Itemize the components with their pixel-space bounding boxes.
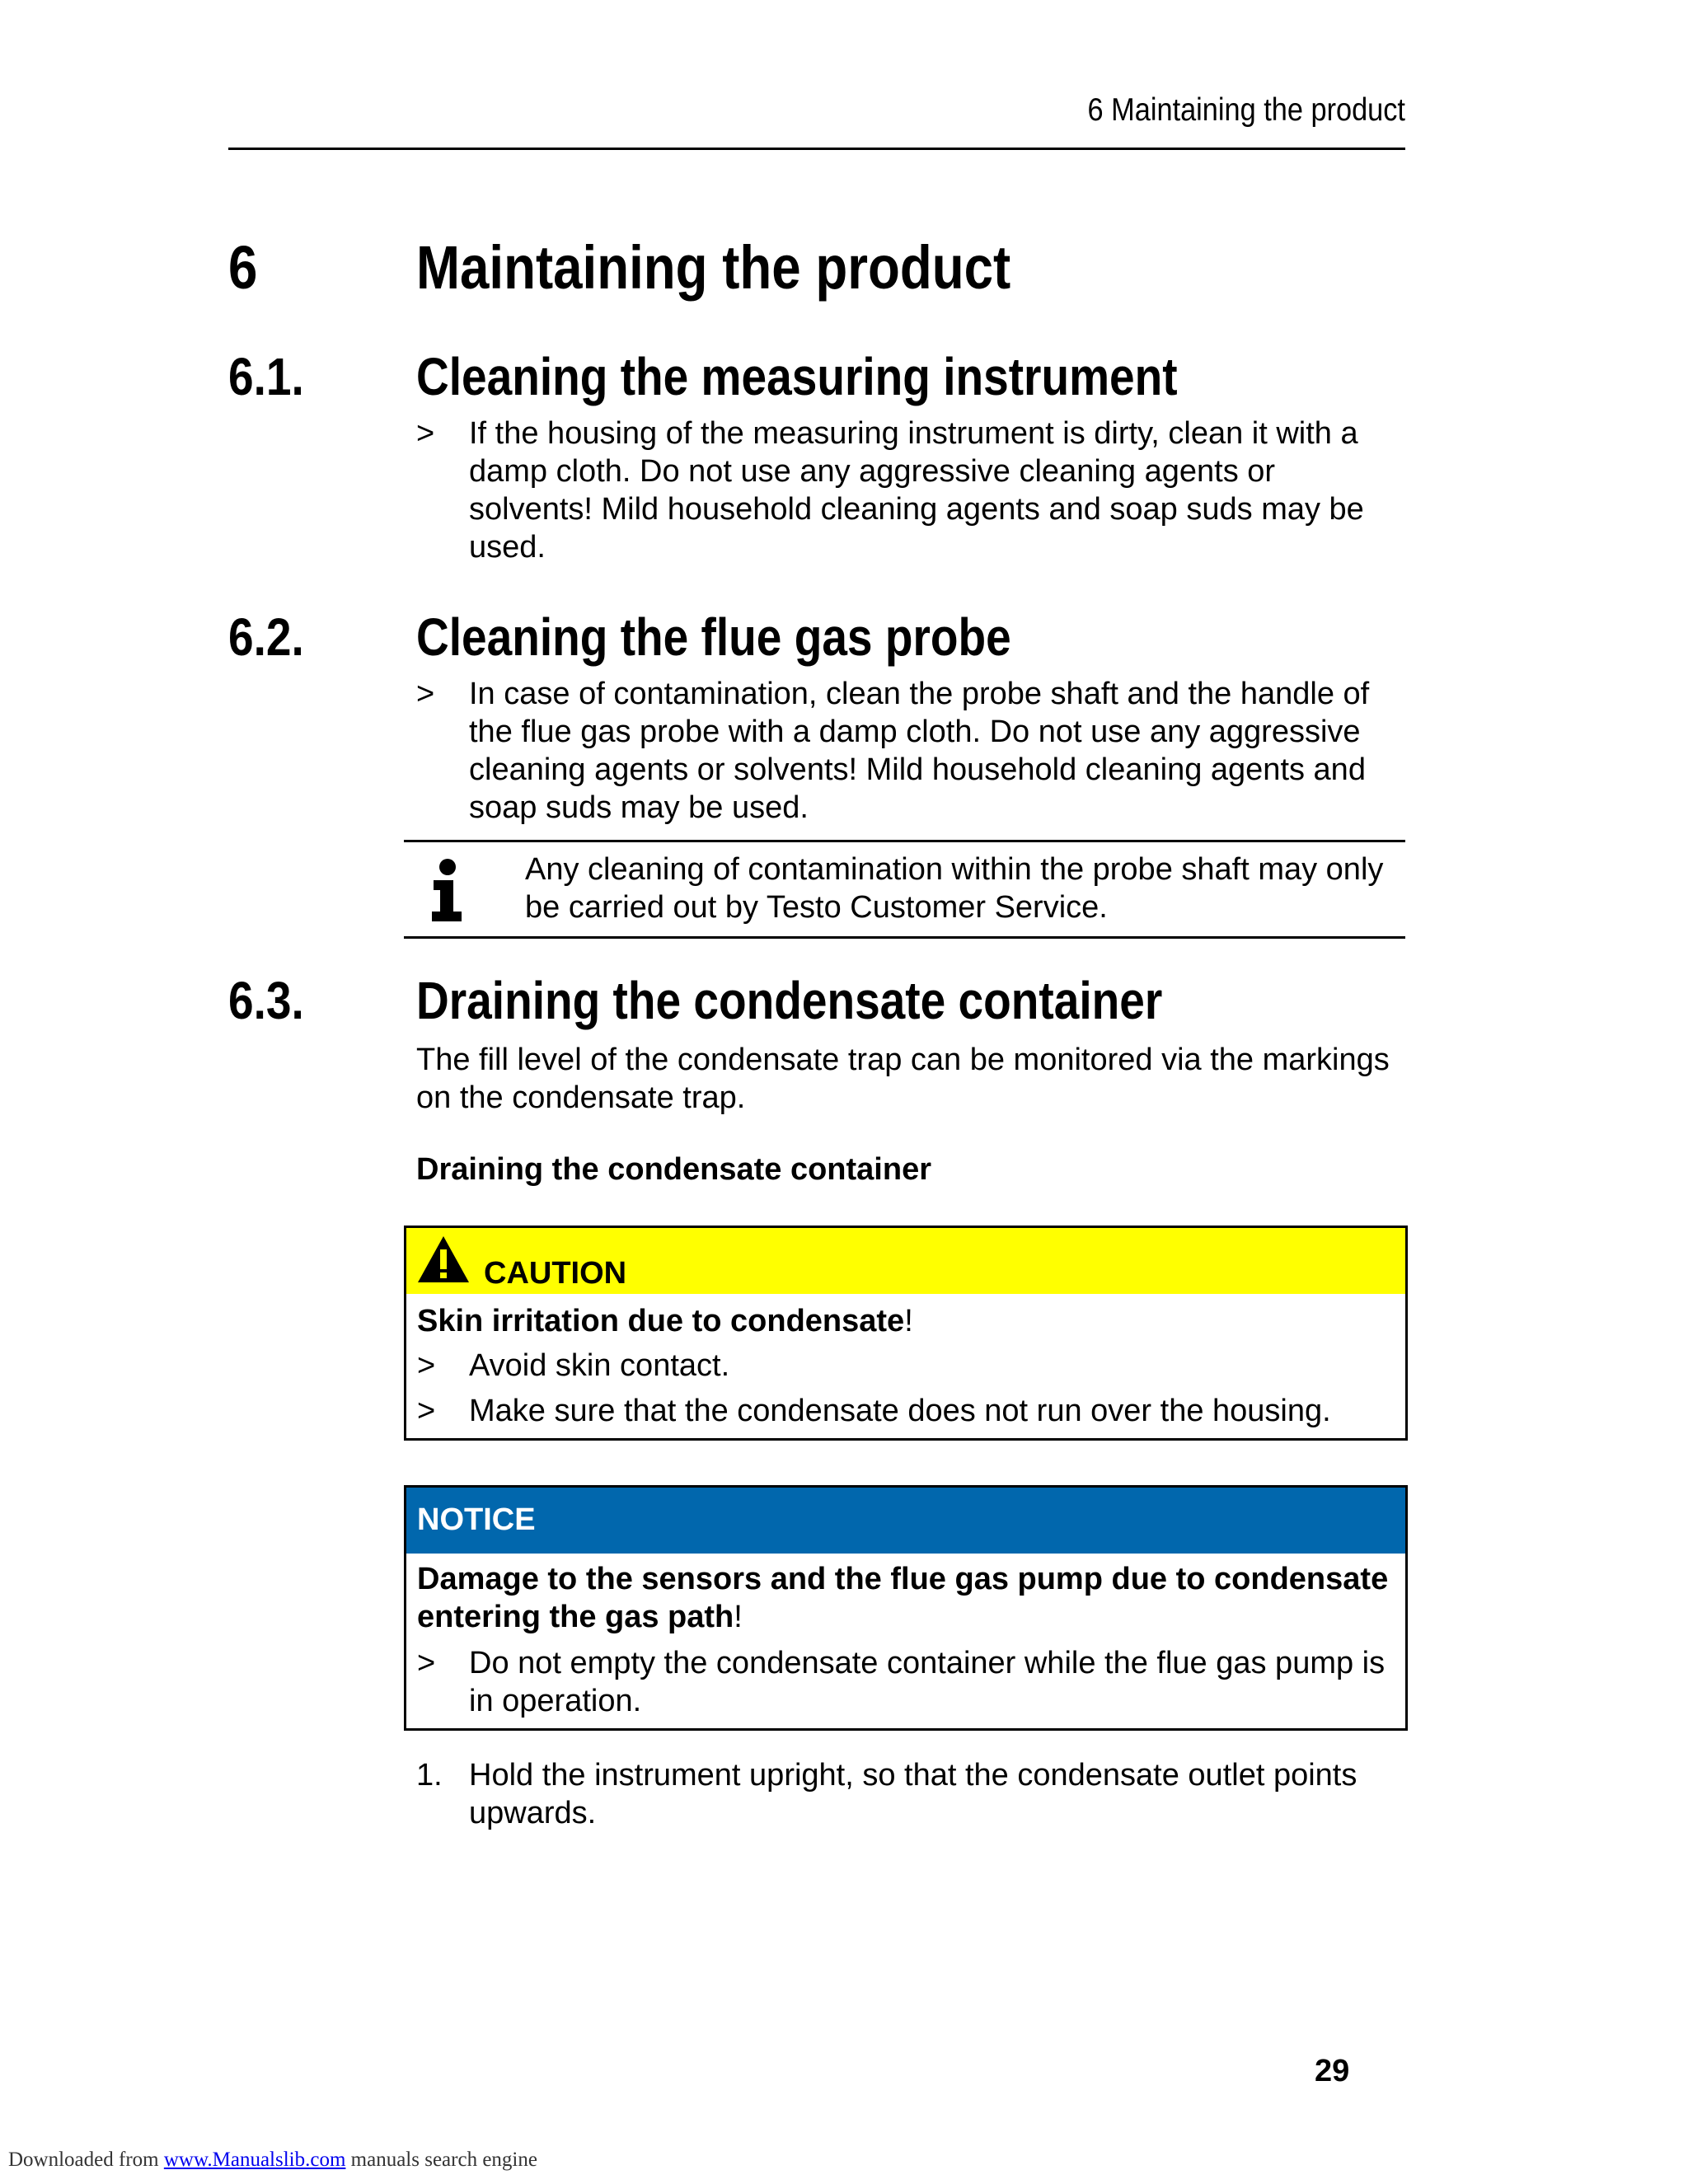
warning-triangle-icon [416, 1235, 471, 1284]
footer-prefix: Downloaded from [8, 2149, 159, 2171]
notice-item [417, 1644, 1394, 1720]
section-number-6-2: 6.2. [228, 607, 304, 667]
section-number-6-3: 6.3. [228, 971, 304, 1030]
caution-item [417, 1392, 1394, 1430]
caution-box [404, 1226, 1408, 1441]
download-footer [8, 2149, 537, 2172]
chapter-title: Maintaining the product [416, 233, 1011, 302]
notice-box [404, 1485, 1408, 1731]
page-number: 29 [1315, 2054, 1350, 2088]
bullet-marker: > [417, 1646, 436, 1680]
header-rule [228, 148, 1405, 150]
bullet-text: In case of contamination, clean the probe shaft and the handle of the flue gas probe with a damp cloth. Do not use any aggressive cleaning agents or solvents! Mild household cleaning agents and soap suds may be used. [469, 677, 1370, 825]
info-icon [429, 859, 467, 921]
caution-label: CAUTION [484, 1256, 627, 1291]
section-number-6-1: 6.1. [228, 347, 304, 406]
notice-label: NOTICE [417, 1502, 536, 1537]
section-6-2-bullet [416, 675, 1405, 827]
section-6-1-bullet [416, 415, 1405, 566]
footer-link[interactable]: www.Manualslib.com [163, 2149, 346, 2171]
section-title-6-1: Cleaning the measuring instrument [416, 347, 1178, 406]
bullet-text: If the housing of the measuring instrument is dirty, clean it with a damp cloth. Do not use any aggressive cleaning agents or solvents! Mild household cleaning agents and soap suds may be used. [469, 416, 1364, 565]
footer-suffix: manuals search engine [350, 2149, 537, 2171]
section-6-3-intro: The fill level of the condensate trap can be monitored via the markings on the condensate trap. [416, 1043, 1390, 1115]
caution-item-text: Avoid skin contact. [469, 1348, 730, 1383]
step-number: 1. [416, 1758, 443, 1793]
notice-headline [417, 1560, 1390, 1636]
running-header: 6 Maintaining the product [1087, 92, 1405, 128]
bullet-marker: > [416, 416, 435, 451]
chapter-number: 6 [228, 233, 258, 302]
notice-item-text: Do not empty the condensate container while the flue gas pump is in operation. [469, 1646, 1386, 1718]
section-title-6-3: Draining the condensate container [416, 971, 1163, 1030]
bullet-marker: > [417, 1348, 436, 1383]
procedure-subheading: Draining the condensate container [416, 1152, 931, 1187]
notice-headline-text: Damage to the sensors and the flue gas pump due to condensate entering the gas path [417, 1562, 1389, 1634]
notice-headline-punct: ! [734, 1600, 743, 1634]
caution-headline-text: Skin irritation due to condensate [417, 1304, 905, 1338]
caution-item-text: Make sure that the condensate does not run over the housing. [469, 1394, 1331, 1428]
step-text: Hold the instrument upright, so that the condensate outlet points upwards. [469, 1758, 1357, 1830]
step-item [416, 1756, 1405, 1832]
caution-headline-punct: ! [904, 1304, 913, 1338]
info-note-text: Any cleaning of contamination within the probe shaft may only be carried out by Testo Customer Service. [525, 852, 1384, 925]
notice-header-bar [406, 1488, 1405, 1554]
bullet-marker: > [417, 1394, 436, 1428]
bullet-marker: > [416, 677, 435, 711]
section-title-6-2: Cleaning the flue gas probe [416, 607, 1011, 667]
info-note [404, 840, 1405, 939]
caution-item [417, 1347, 1394, 1385]
caution-headline [417, 1302, 1390, 1340]
